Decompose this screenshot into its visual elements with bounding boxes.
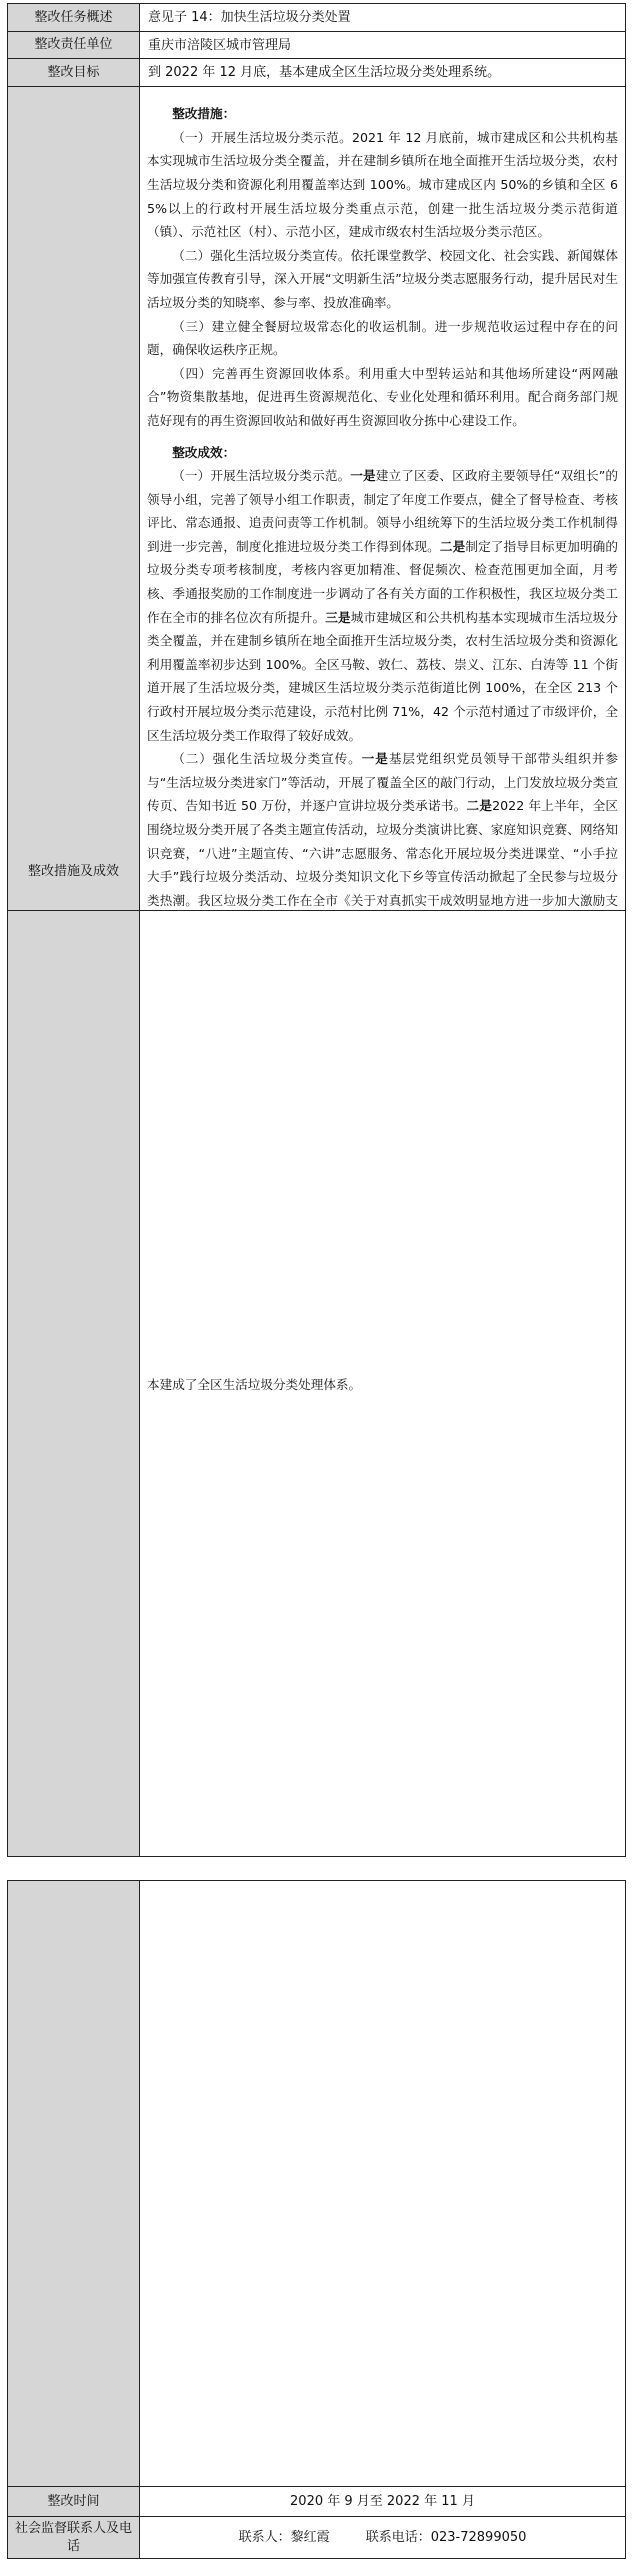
result-1-marker-2: 二是 <box>439 538 466 554</box>
row-task-overview <box>8 4 626 32</box>
contact-person: 联系人：黎红霞 <box>238 2530 330 2545</box>
value-contact <box>140 2517 626 2559</box>
value-time: 2020 年 9 月至 2022 年 11 月 <box>140 2487 626 2517</box>
rectification-table-part-3 <box>7 1880 626 2559</box>
value-task-overview: 意见子 14：加快生活垃圾分类处置 <box>140 4 626 32</box>
result-1-text-2: 制定了指导目标更加明确的垃圾分类专项考核制度，考核内容更加精准、督促频次、检查范围更加全面，月考核、季通报奖励的工作制度进一步调动了各有关方面的工作积极性，我区垃圾分类工作在全市的排名位次有所提升。 <box>147 538 619 625</box>
results-heading: 整改成效： <box>172 444 236 460</box>
result-2-text-2: 2022 年上半年，全区围绕垃圾分类开展了各类主题宣传活动，垃圾分类演讲比赛、家庭知识竞赛、网络知识竞赛，“八进”主题宣传、“六讲”志愿服务、常态化开展垃圾分类进课堂、“小手拉大手”践行垃圾分类活动、垃圾分类知识文化下乡等宣传活动掀起了全民参与垃圾分类热潮。我区垃圾分类工作在全市《关于对真抓实干成效明显地方进一步加大激励支 <box>147 798 618 908</box>
result-2-lead: （二）强化生活垃圾分类宣传。 <box>172 751 362 767</box>
label-measures-results-continued-blank-2 <box>8 1881 140 2487</box>
measures-results-continuation-2 <box>140 1881 626 2487</box>
row-time <box>8 2487 626 2517</box>
result-paragraph-1 <box>147 464 618 747</box>
measure-item-2: （二）强化生活垃圾分类宣传。依托课堂教学、校园文化、社会实践、新闻媒体等加强宣传教育引导，深入开展“文明新生活”垃圾分类志愿服务行动，提升居民对生活垃圾分类的知晓率、参与率、投放准确率。 <box>147 247 618 310</box>
result-1-marker-1: 一是 <box>350 468 376 484</box>
row-measures-results-continued <box>8 911 626 1857</box>
rectification-table-part-2 <box>7 910 626 1857</box>
row-responsible-unit <box>8 32 626 59</box>
label-task-overview: 整改任务概述 <box>8 4 140 32</box>
label-contact: 社会监督联系人及电话 <box>8 2517 140 2559</box>
measures-results-continuation <box>140 911 626 1857</box>
result-2-marker-1: 一是 <box>361 751 389 767</box>
label-measures-results-continued-blank <box>8 911 140 1857</box>
value-responsible-unit: 重庆市涪陵区城市管理局 <box>140 32 626 59</box>
label-measures-results: 整改措施及成效 <box>8 87 140 1658</box>
result-1-text-3: 城市建城区和公共机构基本实现城市生活垃圾分类全覆盖，并在建制乡镇所在地全面推开生活垃圾分类，农村生活垃圾分类和资源化利用覆盖率初步达到 100%。全区马鞍、敦仁、荔枝、崇义、江东、白涛等 11 个街道开展了生活垃圾分类，建城区生活垃圾分类示范街道比例 100%，在全区 213 个行政村开展垃圾分类示范建设，示范村比例 71%，42 个示范村通过了市级评价，全区生活垃圾分类工作取得了较好成效。 <box>147 609 619 743</box>
measure-item-3: （三）建立健全餐厨垃圾常态化的收运机制。进一步规范收运过程中存在的问题，确保收运秩序正规。 <box>147 318 618 358</box>
contact-phone: 联系电话：023-72899050 <box>365 2530 527 2545</box>
label-responsible-unit: 整改责任单位 <box>8 32 140 59</box>
measure-item-4: （四）完善再生资源回收体系。利用重大中型转运站和其他场所建设“两网融合”物资集散基地，促进再生资源规范化、专业化处理和循环利用。配合商务部门规范好现有的再生资源回收站和做好再生资源回收分拣中心建设工作。 <box>147 365 618 428</box>
row-measures-results-continued-2 <box>8 1881 626 2487</box>
result-1-lead: （一）开展生活垃圾分类示范。 <box>172 468 351 484</box>
result-1-marker-3: 三是 <box>325 609 351 625</box>
result-2-marker-2: 二是 <box>466 798 493 814</box>
label-time: 整改时间 <box>8 2487 140 2517</box>
row-contact <box>8 2517 626 2559</box>
measures-heading: 整改措施： <box>172 106 236 122</box>
result-1-text-1: 建立了区委、区政府主要领导任“双组长”的领导小组，完善了领导小组工作职责，制定了年度工作要点，健全了督导检查、考核评比、常态通报、追责问责等工作机制。领导小组统筹下的生活垃圾分类工作机制得到进一步完善，制度化推进垃圾分类工作得到体现。 <box>147 468 618 554</box>
row-goal <box>8 59 626 87</box>
value-goal: 到 2022 年 12 月底，基本建成全区生活垃圾分类处理系统。 <box>140 59 626 87</box>
result-paragraph-5: 本建成了全区生活垃圾分类处理体系。 <box>147 1376 362 1392</box>
label-goal: 整改目标 <box>8 59 140 87</box>
measure-item-1: （一）开展生活垃圾分类示范。2021 年 12 月底前，城市建成区和公共机构基本实现城市生活垃圾分类全覆盖，并在建制乡镇所在地全面推开生活垃圾分类，农村生活垃圾分类和资源化利用覆盖率达到 100%。城市建成区内 50%的乡镇和全区 65%以上的行政村开展生活垃圾分类重点示范，创建一批生活垃圾分类示范街道（镇）、示范社区（村）、示范小区，建成市级农村生活垃圾分类示范区。 <box>147 129 618 240</box>
result-2-text-1: 基层党组织党员领导干部带头组织并参与“生活垃圾分类进家门”等活动，开展了覆盖全区的敲门行动，上门发放垃圾分类宣传页、告知书近 50 万份，并逐户宣讲垃圾分类承诺书。 <box>147 751 619 814</box>
